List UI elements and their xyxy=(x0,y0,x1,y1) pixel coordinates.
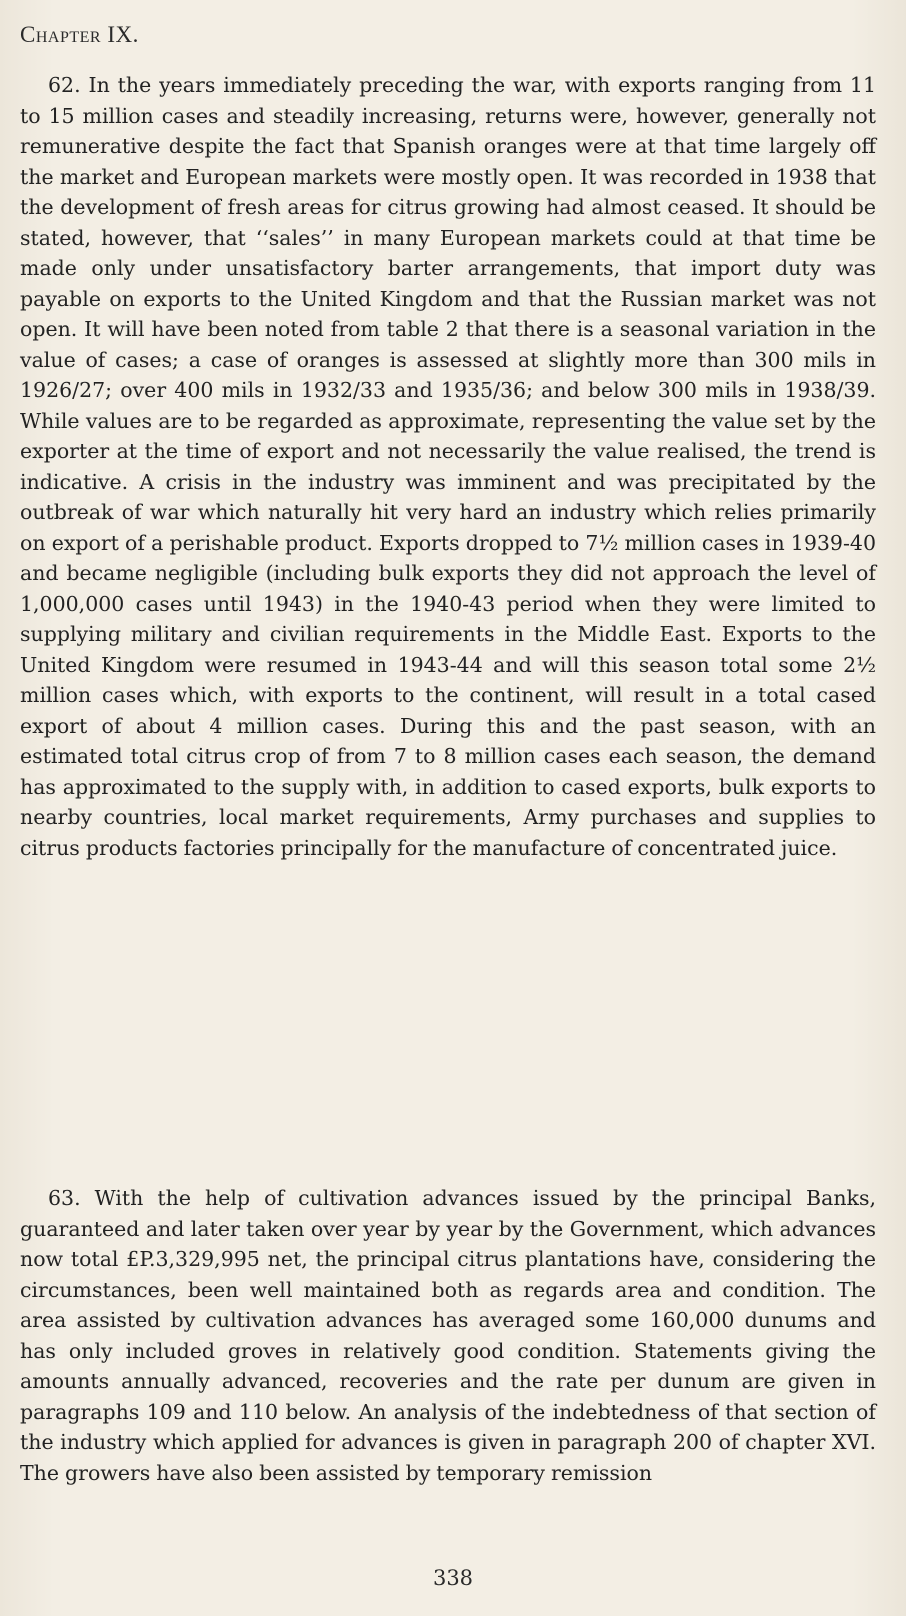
chapter-heading: Chapter IX. xyxy=(20,22,139,47)
page-number: 338 xyxy=(432,1566,474,1590)
paragraph-63: 63. With the help of cultivation advances issued by the principal Banks, guaranteed and later taken over year by year by the Government, which advances now total £P.3,329,995 net, the principal citrus plantations have, considering the circumstances, been well maintained both as regards area and condition. The area assisted by cultivation advances has averaged some 160,000 dunums and has only included groves in relatively good condition. Statements giving the amounts annually advanced, recoveries and the rate per dunum are given in paragraphs 109 and 110 below. An analysis of the indebtedness of that section of the industry which applied for advances is given in paragraph 200 of chapter XVI. The growers have also been assisted by temporary remission xyxy=(20,1186,876,1485)
paragraph-62: 62. In the years immediately preceding the war, with exports ranging from 11 to 15 million cases and steadily increasing, returns were, however, generally not remunerative despite the fact that Spanish oranges were at that time largely off the market and European markets were mostly open. It was recorded in 1938 that the development of fresh areas for citrus growing had almost ceased. It should be stated, however, that ‘‘sales’’ in many European markets could at that time be made only under unsatisfactory barter arrangements, that import duty was payable on exports to the United Kingdom and that the Russian market was not open. It will have been noted from table 2 that there is a seasonal variation in the value of cases; a case of oranges is assessed at slightly more than 300 mils in 1926/27; over 400 mils in 1932/33 and 1935/36; and below 300 mils in 1938/39. While values are to be regarded as approximate, representing the value set by the exporter at the time of export and not necessarily the value realised, the trend is indicative. A crisis in the industry was imminent and was precipitated by the outbreak of war which naturally hit very hard an industry which relies primarily on export of a perishable product. Exports dropped to 7½ million cases in 1939-40 and became negligible (including bulk exports they did not approach the level of 1,000,000 cases until 1943) in the 1940-43 period when they were limited to supplying military and civilian requirements in the Middle East. Exports to the United Kingdom were resumed in 1943-44 and will this season total some 2½ million cases which, with exports to the continent, will result in a total cased export of about 4 million cases. During this and the past season, with an estimated total citrus crop of from 7 to 8 million cases each season, the demand has approximated to the supply with, in addition to cased exports, bulk exports to nearby countries, local market requirements, Army purchases and supplies to citrus products factories principally for the manufacture of concentrated juice. xyxy=(20,73,876,860)
